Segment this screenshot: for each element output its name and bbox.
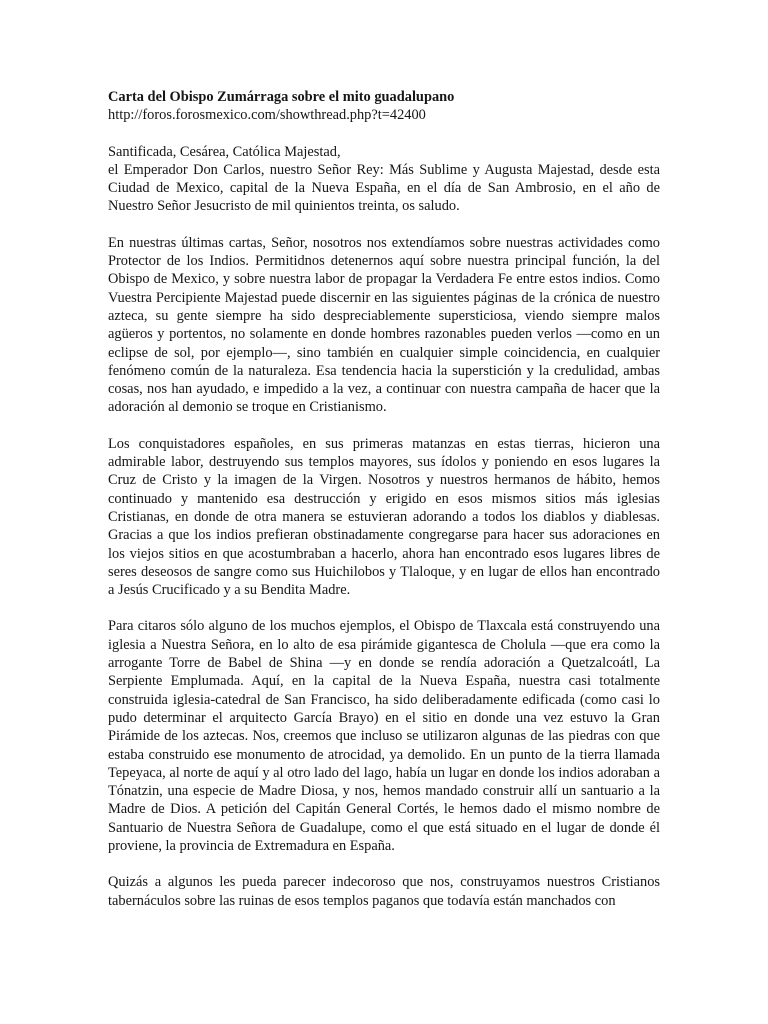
opening-paragraph: el Emperador Don Carlos, nuestro Señor Rey: Más Sublime y Augusta Majestad, desde esta Ciudad de Mexico, capital de la Nueva España, en el día de San Ambrosio, en el año de Nuestro Señor Jesucristo de mil quinientos treinta, os saludo. xyxy=(108,161,660,215)
document-title: Carta del Obispo Zumárraga sobre el mito guadalupano xyxy=(108,89,455,105)
body-paragraph: En nuestras últimas cartas, Señor, nosotros nos extendíamos sobre nuestras actividades como Protector de los Indios. Permitidnos detenernos aquí sobre nuestra principal función, la del Obispo de Mexico, y sobre nuestra labor de propagar la Verdadera Fe entre estos indios. Como Vuestra Percipiente Majestad puede discernir en las siguientes páginas de la crónica de nuestro azteca, su gente siempre ha sido despreciablemente supersticiosa, viendo siempre malos agüeros y portentos, no solamente en donde hombres razonables pueden verlos —como en un eclipse de sol, por ejemplo—, sino también en cualquier simple coincidencia, en cualquier fenómeno común de la naturaleza. Esa tendencia hacia la superstición y la credulidad, ambas cosas, nos han ayudado, e impedido a la vez, a continuar con nuestra campaña de hacer que la adoración al demonio se troque en Cristianismo. xyxy=(108,234,660,416)
body-paragraph: Para citaros sólo alguno de los muchos ejemplos, el Obispo de Tlaxcala está construyendo una iglesia a Nuestra Señora, en lo alto de esa pirámide gigantesca de Cholula —que era como la arrogante Torre de Babel de Shina —y en donde se rendía adoración a Quetzalcoátl, La Serpiente Emplumada. Aquí, en la capital de la Nueva España, nuestra casi totalmente construida iglesia-catedral de San Francisco, ha sido deliberadamente edificada (como casi lo pudo determinar el arquitecto García Brayo) en el sitio en donde una vez estuvo la Gran Pirámide de los aztecas. Nos, creemos que incluso se utilizaron algunas de las piedras con que estaba construido ese monumento de atrocidad, ya demolido. En un punto de la tierra llamada Tepeyaca, al norte de aquí y al otro lado del lago, había un lugar en donde los indios adoraban a Tónatzin, una especie de Madre Diosa, y nos, hemos mandado construir allí un santuario a la Madre de Dios. A petición del Capitán General Cortés, le hemos dado el mismo nombre de Santuario de Nuestra Señora de Guadalupe, como el que está situado en el lugar de donde él proviene, la provincia de Extremadura en España. xyxy=(108,618,660,854)
document-body xyxy=(108,88,660,910)
body-paragraph: Quizás a algunos les pueda parecer indecoroso que nos, construyamos nuestros Cristianos tabernáculos sobre las ruinas de esos templos paganos que todavía están manchados con xyxy=(108,874,660,909)
salutation-line: Santificada, Cesárea, Católica Majestad, xyxy=(108,143,341,160)
source-url: http://foros.forosmexico.com/showthread.php?t=42400 xyxy=(108,107,426,124)
body-paragraph: Los conquistadores españoles, en sus primeras matanzas en estas tierras, hicieron una admirable labor, destruyendo sus templos mayores, sus ídolos y poniendo en esos lugares la Cruz de Cristo y la imagen de la Virgen. Nosotros y nuestros hermanos de hábito, hemos continuado y mantenido esa destrucción y erigido en esos mismos sitios más iglesias Cristianas, en donde de otra manera se estuvieran adorando a todos los diablos y diablesas. Gracias a que los indios prefieran obstinadamente congregarse para hacer sus adoraciones en los viejos sitios en que acostumbraban a hacerlo, ahora han encontrado esos lugares libres de seres deseosos de sangre como sus Huichilobos y Tlaloque, y en lugar de ellos han encontrado a Jesús Crucificado y a su Bendita Madre. xyxy=(108,435,660,599)
